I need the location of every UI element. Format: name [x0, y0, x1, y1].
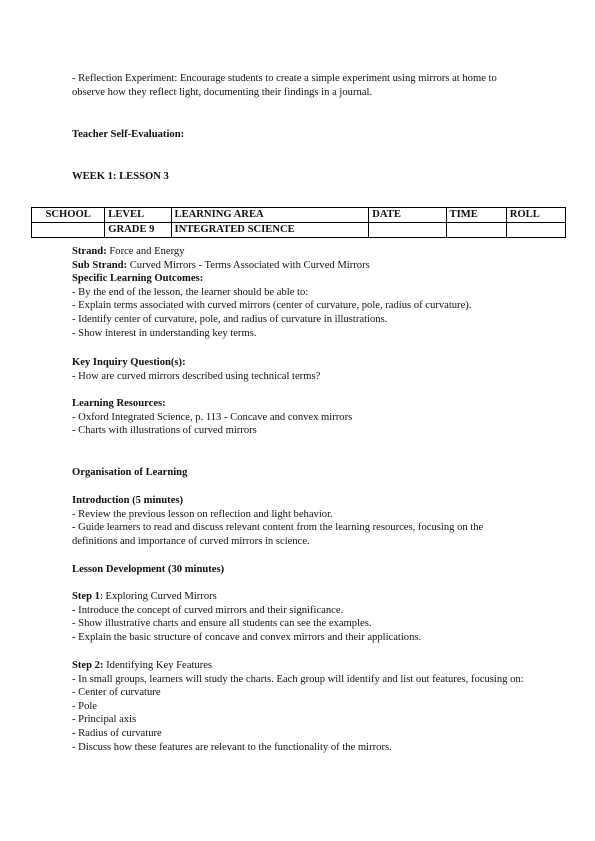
cell-school	[32, 223, 105, 238]
list-item: - By the end of the lesson, the learner should be able to:	[72, 286, 309, 298]
list-item: - Radius of curvature	[72, 727, 162, 739]
strand-line: Strand: Force and Energy	[72, 246, 185, 257]
cell-learning-area: INTEGRATED SCIENCE	[171, 223, 369, 238]
lesson-development-heading: Lesson Development (30 minutes)	[72, 564, 225, 575]
inquiry-heading: Key Inquiry Question(s):	[72, 357, 186, 368]
header-level: LEVEL	[105, 208, 171, 223]
list-item: - How are curved mirrors described using technical terms?	[72, 370, 321, 382]
cell-time	[446, 223, 506, 238]
list-item: - Identify center of curvature, pole, and radius of curvature in illustrations.	[72, 313, 388, 325]
list-item: - Guide learners to read and discuss relevant content from the learning resources, focusing on the definitions and importance of curved mirrors in science.	[72, 522, 484, 547]
list-item: - Show illustrative charts and ensure all students can see the examples.	[72, 618, 372, 630]
list-item: - Review the previous lesson on reflection and light behavior.	[72, 508, 333, 520]
introduction-heading: Introduction (5 minutes)	[72, 495, 184, 506]
outcomes-heading: Specific Learning Outcomes:	[72, 273, 204, 285]
organisation-heading: Organisation of Learning	[72, 467, 188, 478]
header-date: DATE	[369, 208, 446, 223]
table-row	[32, 223, 566, 238]
list-item: - In small groups, learners will study the charts. Each group will identify and list out features, focusing on:	[72, 673, 524, 685]
sub-strand-line: Sub Strand: Curved Mirrors - Terms Associated with Curved Mirrors	[72, 259, 370, 271]
cell-level: GRADE 9	[105, 223, 171, 238]
step2-section	[72, 659, 527, 754]
resources-heading: Learning Resources:	[72, 398, 166, 409]
step1-section	[72, 590, 542, 644]
week-lesson-heading: WEEK 1: LESSON 3	[72, 171, 169, 182]
header-time: TIME	[446, 208, 506, 223]
list-item: - Discuss how these features are relevant to the functionality of the mirrors.	[72, 741, 392, 753]
cell-date	[369, 223, 446, 238]
header-school: SCHOOL	[32, 208, 105, 223]
list-item: - Charts with illustrations of curved mirrors	[72, 425, 257, 437]
list-item: - Oxford Integrated Science, p. 113 - Concave and convex mirrors	[72, 411, 353, 423]
cell-roll	[506, 223, 565, 238]
step1-heading: Step 1: Exploring Curved Mirrors	[72, 591, 217, 602]
header-roll: ROLL	[506, 208, 565, 223]
header-learning-area: LEARNING AREA	[171, 208, 369, 223]
inquiry-section	[72, 356, 542, 383]
resources-section	[72, 397, 542, 438]
reflection-experiment-paragraph: - Reflection Experiment: Encourage students to create a simple experiment using mirrors at home to observe how they reflect light, documenting their findings in a journal.	[72, 73, 497, 98]
list-item: - Explain the basic structure of concave and convex mirrors and their applications.	[72, 631, 422, 643]
list-item: - Show interest in understanding key terms.	[72, 327, 257, 339]
teacher-self-evaluation-heading: Teacher Self-Evaluation:	[72, 129, 185, 140]
list-item: - Explain terms associated with curved mirrors (center of curvature, pole, radius of curvature).	[72, 300, 472, 312]
lesson-info-table	[31, 207, 566, 238]
list-item: - Introduce the concept of curved mirrors and their significance.	[72, 604, 344, 616]
step2-heading: Step 2: Identifying Key Features	[72, 660, 213, 671]
list-item: - Principal axis	[72, 714, 137, 726]
table-header-row	[32, 208, 566, 223]
introduction-section	[72, 494, 527, 548]
list-item: - Center of curvature	[72, 687, 161, 699]
list-item: - Pole	[72, 700, 98, 712]
lesson-details-section	[72, 245, 542, 340]
